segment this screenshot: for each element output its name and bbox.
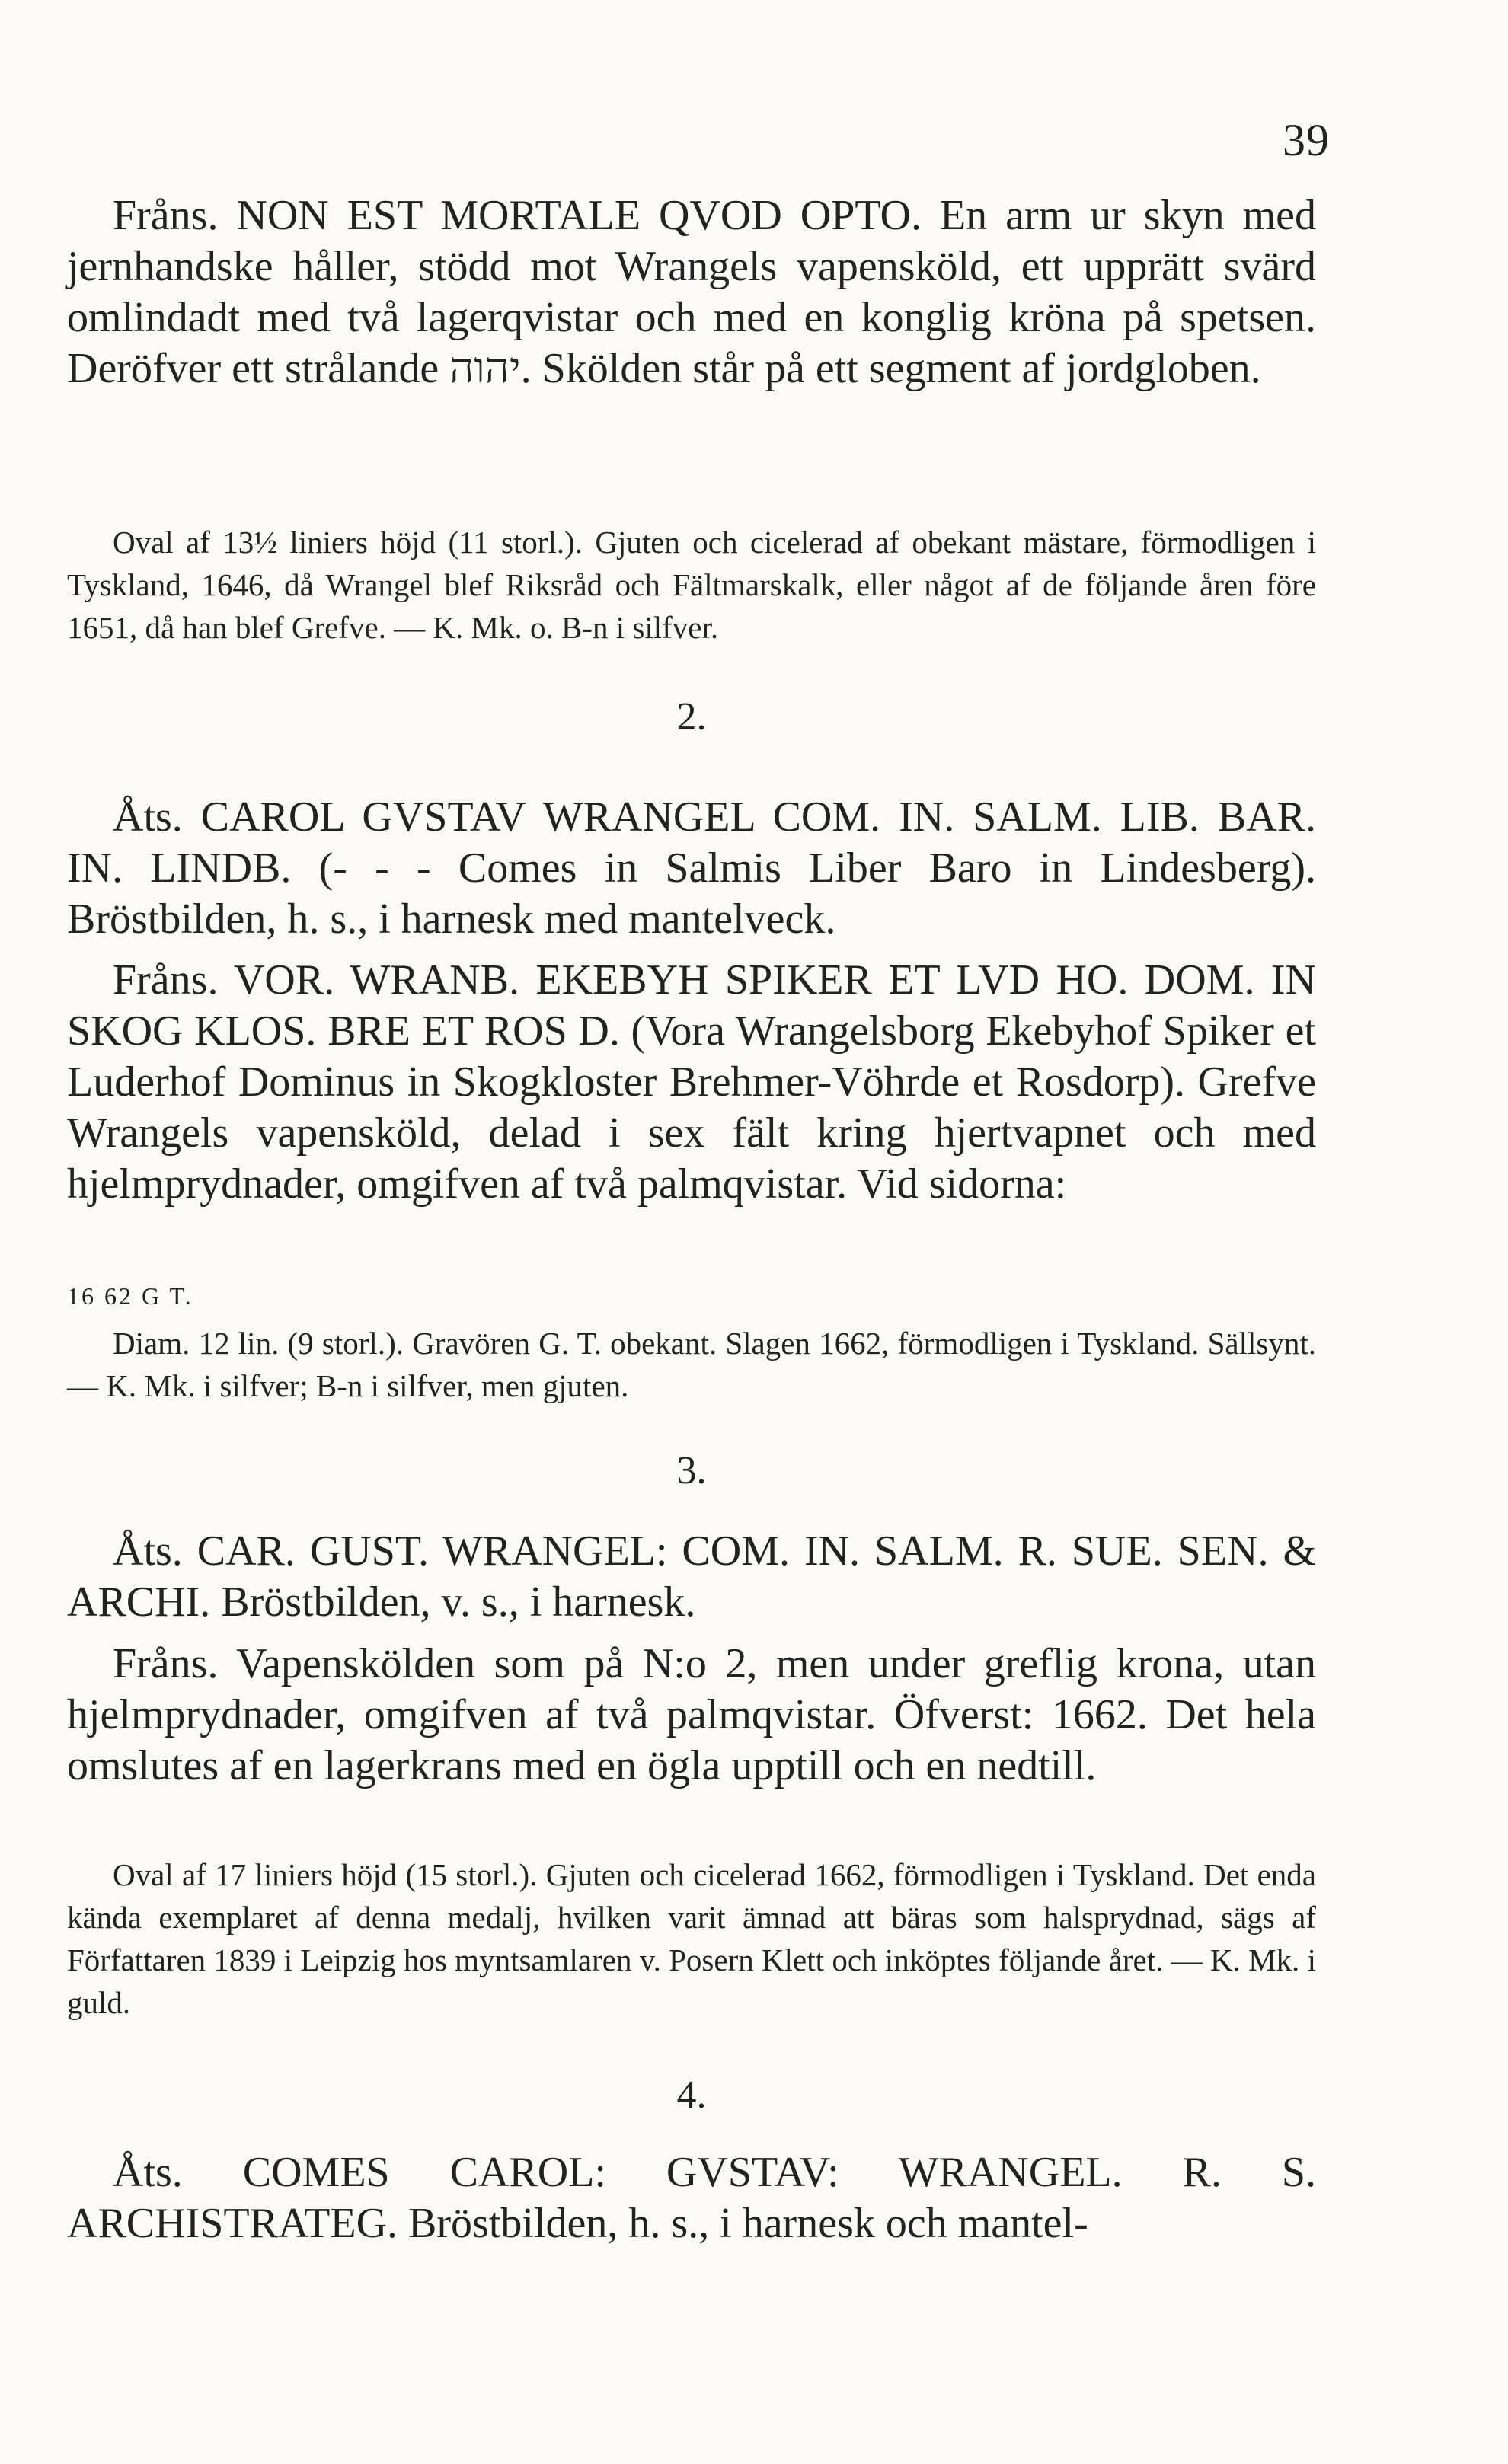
page-number: 39 [1283,115,1330,165]
paragraph-reverse-1: Fråns. NON EST MORTALE QVOD OPTO. En arm ur skyn med jernhandske håller, stödd mot Wrangels vapensköld, ett upprätt svärd omlindadt med två lagerqvistar och med en konglig kröna på spetsen. Deröfver ett strålande יהוה. Skölden står på ett segment af jordgloben. [67,192,1316,392]
date-letters: 16 62 G T. [67,1282,193,1310]
paragraph-obverse-2: Åts. CAROL GVSTAV WRANGEL COM. IN. SALM. LIB. BAR. IN. LINDB. (- - - Comes in Salmis Liber Baro in Lindesberg). Bröstbilden, h. s., i harnesk med mantelveck. [67,793,1316,943]
paragraph-reverse-3: Fråns. Vapenskölden som på N:o 2, men under greflig krona, utan hjelmprydnader, omgifven af två palmqvistar. Öfverst: 1662. Det hela omslutes af en lagerkrans med en ögla upptill och en nedtill. [67,1640,1316,1789]
book-page [67,0,1330,2464]
note-2: Diam. 12 lin. (9 storl.). Gravören G. T. obekant. Slagen 1662, förmodligen i Tyskland. Sällsynt. — K. Mk. i silfver; B-n i silfver, men gjuten. [67,1326,1316,1403]
paragraph-reverse-2: Fråns. VOR. WRANB. EKEBYH SPIKER ET LVD HO. DOM. IN SKOG KLOS. BRE ET ROS D. (Vora Wrangelsborg Ekebyhof Spiker et Luderhof Dominus in Skogkloster Brehmer-Vöhrde et Rosdorp). Grefve Wrangels vapensköld, delad i sex fält kring hjertvapnet och med hjelmprydnader, omgifven af två palmqvistar. Vid sidorna: [67,956,1316,1208]
note-3: Oval af 17 liniers höjd (15 storl.). Gjuten och cicelerad 1662, förmodligen i Tyskland. Det enda kända exemplaret af denna medalj, hvilken varit ämnad att bäras som halsprydnad, sägs af Författaren 1839 i Leipzig hos myntsamlaren v. Posern Klett och inköptes följande året. — K. Mk. i guld. [67,1857,1316,2020]
section-number-2: 2. [676,695,707,739]
paragraph-obverse-4: Åts. COMES CAROL: GVSTAV: WRANGEL. R. S. ARCHISTRATEG. Bröstbilden, h. s., i harnesk och mantel- [67,2149,1316,2247]
paragraph-obverse-3: Åts. CAR. GUST. WRANGEL: COM. IN. SALM. R. SUE. SEN. & ARCHI. Bröstbilden, v. s., i harnesk. [67,1527,1316,1626]
section-number-3: 3. [676,1449,707,1492]
section-number-4: 4. [676,2073,707,2117]
note-1: Oval af 13½ liniers höjd (11 storl.). Gjuten och cicelerad af obekant mästare, förmodligen i Tyskland, 1646, då Wrangel blef Riksråd och Fältmarskalk, eller något af de följande åren före 1651, då han blef Grefve. — K. Mk. o. B-n i silfver. [67,525,1316,645]
